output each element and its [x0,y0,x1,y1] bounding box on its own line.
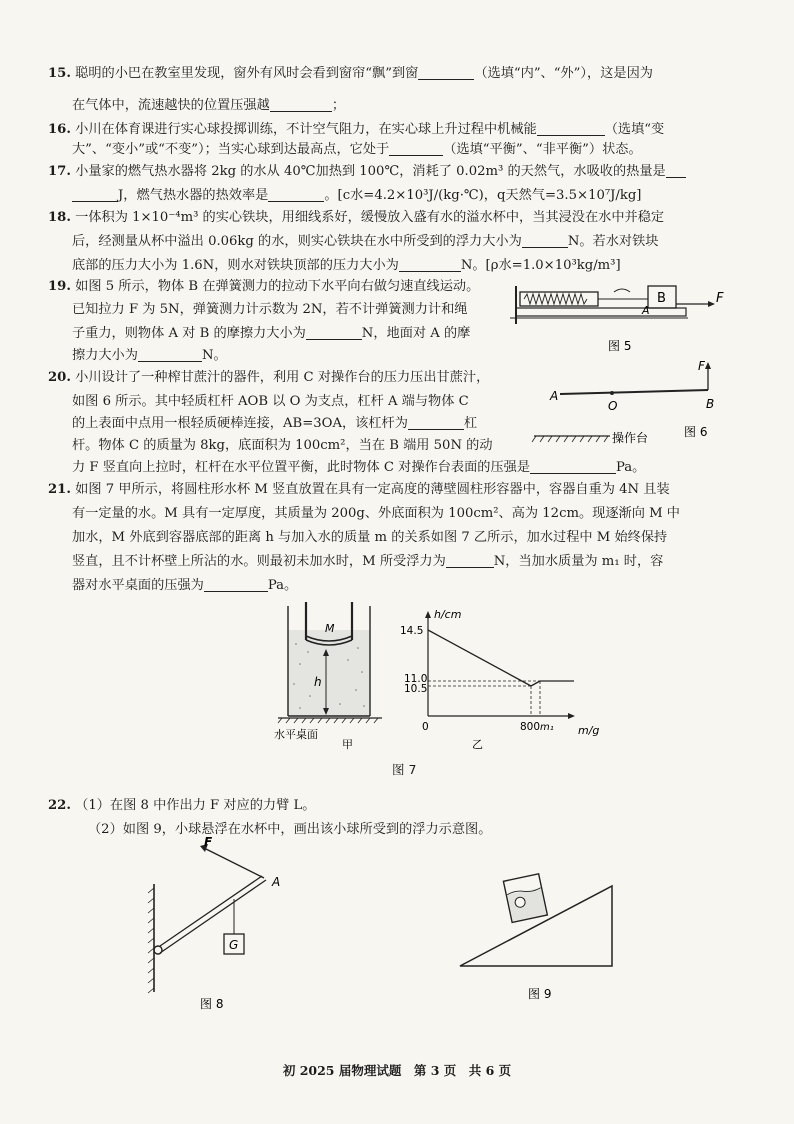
label-b: B [657,291,666,306]
tick-10-5: 10.5 [404,683,428,695]
desk-label: 水平桌面 [274,728,318,741]
question-text: 底部的压力大小为 1.6N，则水对铁块顶部的压力大小为 [72,258,399,273]
question-text: 后，经测量从杯中溢出 0.06kg 的水，则实心铁块在水中所受到的浮力大小为 [72,234,522,249]
question-number: 22. [48,798,71,813]
answer-blank[interactable] [666,163,686,178]
spring-coil [524,294,587,304]
question-number: 19. [48,279,71,294]
question-text: 杆。物体 C 的质量为 8kg，底面积为 100cm²，当在 B 端用 50N 的动 [72,438,493,453]
label-a: A [642,304,650,317]
answer-blank[interactable] [418,65,474,80]
label-f: F [716,291,724,306]
question-text: 小川设计了一种榨甘蔗汁的器件，利用 C 对操作台的压力压出甘蔗汁， [75,370,490,385]
question-text: 如图 7 甲所示，将圆柱形水杯 M 竖直放置在具有一定高度的薄壁圆柱形容器中，容器自重为 4N 且装 [75,482,670,497]
question-text: Pa。 [267,578,298,593]
answer-blank[interactable] [306,325,362,340]
question-text: （1）在图 8 中作出力 F 对应的力臂 L。 [75,798,316,813]
jia-label: 甲 [342,738,353,750]
label-m: M [325,622,335,635]
answer-blank[interactable] [530,459,616,474]
question-text: ； [331,98,345,113]
figure-9-caption: 图 9 [528,987,552,1001]
question-number: 16. [48,122,71,137]
question-number: 18. [48,210,71,225]
question-text: J，燃气热水器的热效率是 [118,188,269,203]
question-text: N。[ρ水=1.0×10³kg/m³] [460,258,621,273]
label-a: A [272,875,281,889]
label-a: A [550,389,559,403]
tick-14-5: 14.5 [400,625,424,637]
x-axis-label: m/g [578,724,600,737]
question-number: 20. [48,370,71,385]
table-hatch [532,436,608,442]
question-text: 在气体中，流速越快的位置压强越 [72,98,270,113]
question-text: （选填“变 [604,122,665,137]
table-label: 操作台 [612,431,649,445]
answer-blank[interactable] [268,187,324,202]
question-text: N，当加水质量为 m₁ 时，容 [493,554,664,569]
question-text: （选填“平衡”、“非平衡”）状态。 [443,142,642,157]
tick-11-0: 11.0 [404,673,428,685]
question-text: 小量家的燃气热水器将 2kg 的水从 40℃加热到 100℃，消耗了 0.02m³ 的天然气，水吸收的热量是 [75,164,666,179]
label-b: B [706,397,715,411]
figure-8 [140,834,300,1014]
question-text: 有一定量的水。M 具有一定厚度，其质量为 200g、外底面积为 100cm²、高为 12cm。现逐渐向 M 中 [72,506,680,521]
tick-m1: m₁ [540,722,554,733]
pulley-arrow [614,289,630,292]
question-number: 17. [48,164,71,179]
question-text: 一体积为 1×10⁻⁴m³ 的实心铁块，用细线系好，缓慢放入盛有水的溢水杯中，当其浸没在水中并稳定 [75,210,665,225]
yi-label: 乙 [472,738,483,751]
answer-blank[interactable] [446,553,494,568]
question-number: 15. [48,66,71,81]
question-text: 器对水平桌面的压强为 [72,578,204,593]
answer-blank[interactable] [270,97,332,112]
figure-7-jia [270,600,390,750]
question-text: 加水，M 外底到容器底部的距离 h 与加入水的质量 m 的关系如图 7 乙所示，加水过程中 M 始终保持 [72,530,668,545]
rod-top [160,876,262,946]
answer-blank[interactable] [389,141,443,156]
answer-blank[interactable] [537,121,605,136]
arrow-head [708,301,715,307]
answer-blank[interactable] [399,257,461,272]
answer-blank[interactable] [408,415,464,430]
line-rise [531,681,540,686]
question-text: 如图 6 所示。其中轻质杠杆 AOB 以 O 为支点，杠杆 A 端与物体 C [72,394,469,409]
question-text: 小川在体育课进行实心球投掷训练，不计空气阻力，在实心球上升过程中机械能 [75,122,537,137]
wall-hatch [148,888,154,993]
label-h: h [314,675,322,689]
container-water [288,630,370,716]
figure-7-caption: 图 7 [392,762,417,777]
answer-blank[interactable] [138,347,202,362]
question-text: 。[c水=4.2×10³J/(kg·℃)，q天然气=3.5×10⁷J/kg] [324,188,642,203]
label-f: F [204,835,213,849]
tick-0: 0 [422,721,429,733]
question-text: N。若水对铁块 [567,234,659,249]
cup [503,874,547,923]
question-text: 擦力大小为 [72,348,138,363]
label-o: O [608,399,618,413]
arrow-head [705,362,711,369]
question-text: （2）如图 9，小球悬浮在水杯中，画出该小球所受到的浮力示意图。 [88,822,492,837]
figure-5-caption: 图 5 [608,339,632,353]
figure-5 [510,280,740,356]
question-text: N，地面对 A 的摩 [361,326,471,341]
force-f-arrow [204,848,264,878]
lever-aob [560,390,708,394]
tick-800: 800 [520,721,541,733]
question-number: 21. [48,482,71,497]
figure-6-caption: 图 6 [684,425,708,439]
y-axis-arrow [425,611,431,618]
y-axis-label: h/cm [434,608,462,621]
question-text: 聪明的小巴在教室里发现，窗外有风时会看到窗帘“飘”到窗 [75,66,419,81]
x-axis-arrow [568,713,575,719]
answer-blank[interactable] [522,233,568,248]
line-descending [428,630,531,686]
figure-7-yi [398,608,608,758]
figure-6 [530,360,730,450]
figure-8-caption: 图 8 [200,997,224,1011]
question-text: Pa。 [616,460,646,475]
page-footer: 初 2025 届物理试题 第 3 页 共 6 页 [282,1063,512,1078]
pivot-o [610,391,614,395]
question-text: 已知拉力 F 为 5N，弹簧测力计示数为 2N，若不计弹簧测力计和绳 [72,302,468,317]
question-text: 杠 [463,416,478,431]
question-text: 竖直，且不计杯壁上所沾的水。则最初未加水时，M 所受浮力为 [72,554,446,569]
answer-blank[interactable] [204,577,268,592]
rod-bottom [160,880,266,953]
answer-blank[interactable] [72,187,118,202]
label-f: F [698,360,705,373]
board-a [516,308,686,316]
question-text: 的上表面中点用一根轻质硬棒连接，AB=3OA，该杠杆为 [72,416,408,431]
question-text: N。 [201,348,227,363]
desk-hatch [278,718,378,723]
figure-9 [452,870,632,1010]
question-text: 大”、“变小”或“不变”）；当实心球到达最高点，它处于 [72,142,390,157]
question-text: 如图 5 所示，物体 B 在弹簧测力的拉动下水平向右做匀速直线运动。 [75,279,480,294]
question-text: 子重力，则物体 A 对 B 的摩擦力大小为 [72,326,306,341]
label-g: G [229,938,239,952]
question-text: 力 F 竖直向上拉时，杠杆在水平位置平衡，此时物体 C 对操作台表面的压强是 [72,460,531,475]
question-text: （选填“内”、“外”），这是因为 [474,66,653,81]
